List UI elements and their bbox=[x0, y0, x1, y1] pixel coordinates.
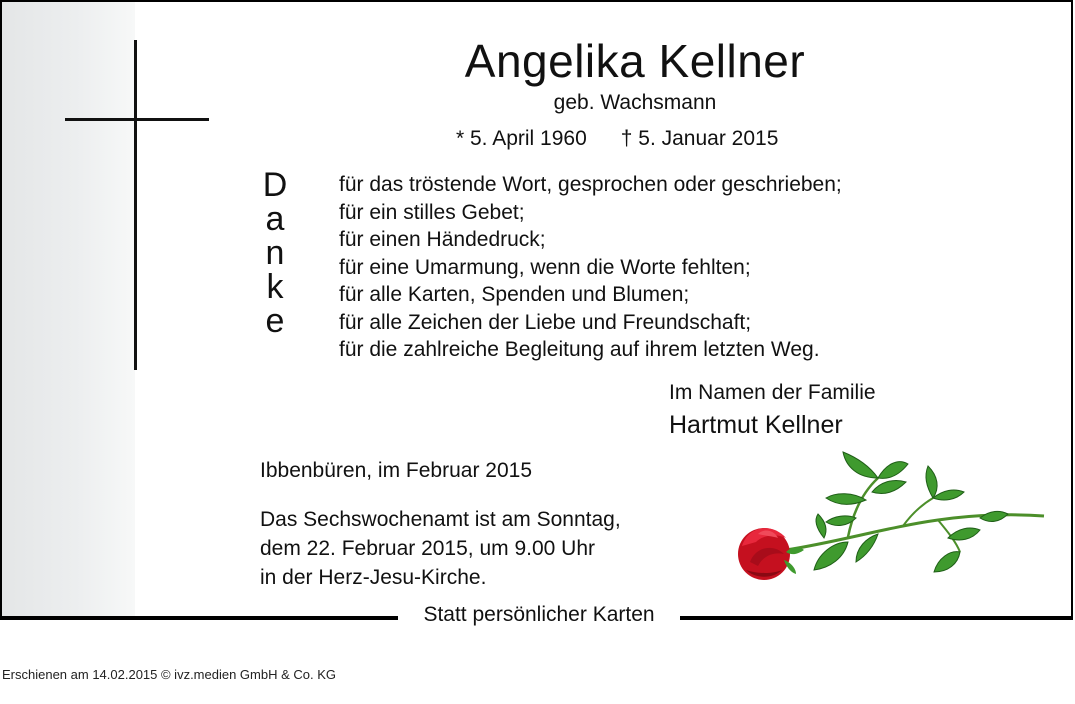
deceased-name: Angelika Kellner bbox=[464, 35, 806, 87]
service-info bbox=[260, 505, 621, 592]
birth-name: geb. Wachsmann bbox=[553, 91, 717, 114]
danke-letter: n bbox=[265, 234, 285, 272]
place-date: Ibbenbüren, im Februar 2015 bbox=[260, 459, 533, 482]
danke-vertical bbox=[260, 168, 290, 338]
thanks-line: für alle Zeichen der Liebe und Freundschaft; bbox=[339, 310, 752, 334]
service-line: in der Herz-Jesu-Kirche. bbox=[260, 566, 487, 589]
thanks-line: für eine Umarmung, wenn die Worte fehlten; bbox=[339, 255, 751, 279]
service-line: dem 22. Februar 2015, um 9.00 Uhr bbox=[260, 537, 596, 560]
family-label: Im Namen der Familie bbox=[669, 381, 876, 404]
rose-icon bbox=[728, 442, 1048, 592]
thanks-line: für die zahlreiche Begleitung auf ihrem letzten Weg. bbox=[339, 338, 820, 361]
danke-letter: k bbox=[266, 268, 284, 306]
birth-date: * 5. April 1960 bbox=[456, 127, 587, 150]
danke-letter: a bbox=[265, 200, 285, 238]
footer-label: Statt persönlicher Karten bbox=[398, 602, 680, 628]
thanks-list bbox=[339, 171, 842, 364]
life-dates bbox=[456, 127, 778, 151]
danke-letter: e bbox=[265, 302, 285, 340]
service-line: Das Sechswochenamt ist am Sonntag, bbox=[260, 508, 621, 531]
danke-letter: D bbox=[262, 166, 288, 204]
publication-credit: Erschienen am 14.02.2015 © ivz.medien GmbH & Co. KG bbox=[2, 667, 337, 682]
thanks-line: für ein stilles Gebet; bbox=[339, 200, 525, 224]
bottom-rule-right bbox=[680, 616, 1073, 620]
family-signature: Hartmut Kellner bbox=[669, 411, 843, 439]
thanks-line: für einen Händedruck; bbox=[339, 228, 546, 251]
thanks-line: für alle Karten, Spenden und Blumen; bbox=[339, 283, 690, 306]
thanks-line: für das tröstende Wort, gesprochen oder geschrieben; bbox=[339, 173, 842, 196]
death-date: † 5. Januar 2015 bbox=[620, 127, 779, 150]
bottom-rule-left bbox=[2, 616, 398, 620]
